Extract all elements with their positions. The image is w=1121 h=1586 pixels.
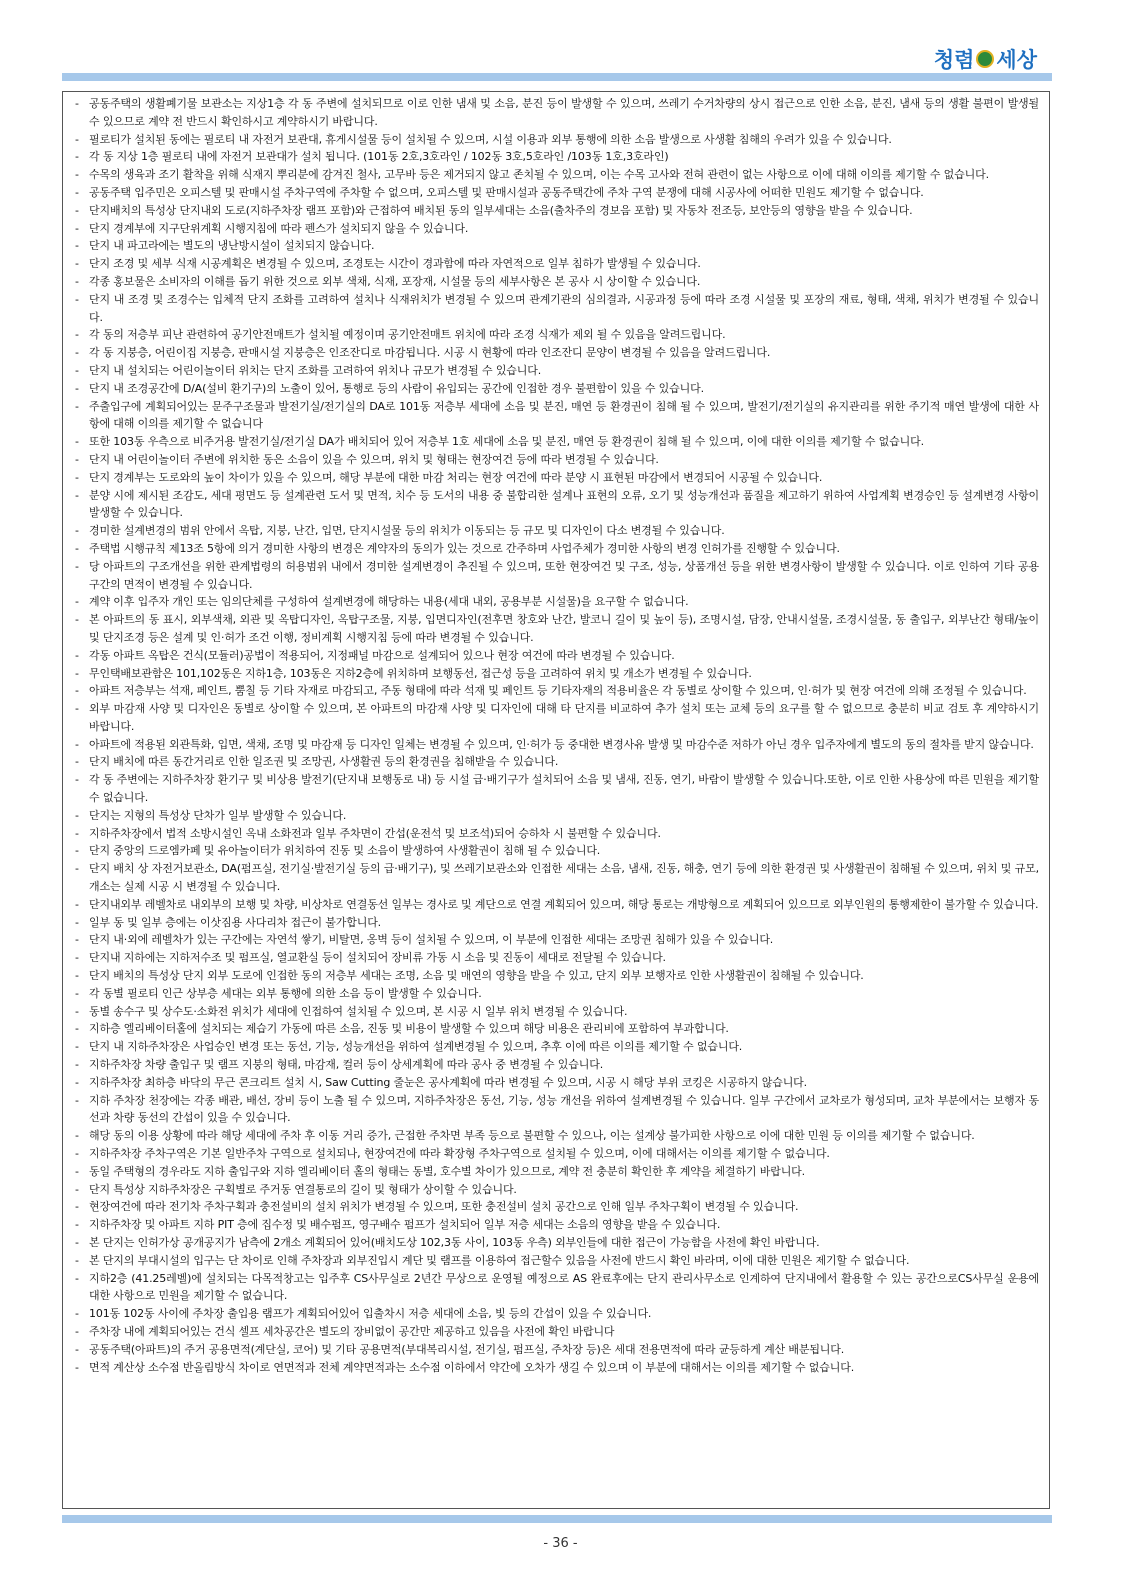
- notice-item: [75, 184, 1039, 202]
- bullet-dash: -: [75, 1004, 79, 1018]
- bullet-dash: -: [75, 1164, 79, 1178]
- notice-item-text: 단지 경계부는 도로와의 높이 차이가 있을 수 있으며, 해당 부분에 대한 마감 처리는 현장 여건에 따라 분양 시 표현된 마감에서 변경되어 시공될 수 있습니다.: [89, 470, 823, 484]
- notice-item-text: 아파트에 적용된 외관특화, 입면, 색채, 조명 및 마감재 등 디자인 일체는 변경될 수 있으며, 인·허가 등 중대한 변경사유 발생 및 마감수준 저하가 아닌 경우 입주자에게 별도의 동의 절차를 받지 않습니다.: [89, 737, 1034, 751]
- notice-item-text: 단지 내 조경공간에 D/A(설비 환기구)의 노출이 있어, 통행로 등의 사람이 유입되는 공간에 인접한 경우 불편함이 있을 수 있습니다.: [89, 381, 704, 395]
- bullet-dash: -: [75, 684, 79, 698]
- bullet-dash: -: [75, 1324, 79, 1338]
- bullet-dash: -: [75, 346, 79, 360]
- notice-item-text: 당 아파트의 구조개선을 위한 관계법령의 허용범위 내에서 경미한 설계변경이 추진될 수 있으며, 또한 현장여건 및 구조, 성능, 상품개선 등을 위한 변경사항이 발생할 수 있습니다. 이로 인하여 기타 공용구간의 면적이 변경될 수 있습니다.: [89, 559, 1039, 591]
- bullet-dash: -: [75, 648, 79, 662]
- notice-item-text: 주차장 내에 계획되어있는 건식 셀프 세차공간은 별도의 장비없이 공간만 제공하고 있음을 사전에 확인 바랍니다: [89, 1324, 615, 1338]
- bullet-dash: -: [75, 897, 79, 911]
- notice-item: [75, 1234, 1039, 1252]
- bullet-dash: -: [75, 452, 79, 466]
- notice-item-text: 단지 조경 및 세부 식재 시공계획은 변경될 수 있으며, 조경토는 시간이 경과함에 따라 자연적으로 일부 침하가 발생될 수 있습니다.: [89, 257, 701, 271]
- notice-item-text: 각 동 주변에는 지하주차장 환기구 및 비상용 발전기(단지내 보행동로 내) 등 시설 급·배기구가 설치되어 소음 및 냄새, 진동, 연기, 바람이 발생할 수 있습니다.또한, 이로 인한 사용상에 따른 민원을 제기할 수 없습니다.: [89, 773, 1039, 805]
- bullet-dash: -: [75, 1218, 79, 1232]
- notice-item: [75, 931, 1039, 949]
- notice-item: [75, 1198, 1039, 1216]
- notice-item: [75, 807, 1039, 825]
- notice-item: [75, 1056, 1039, 1074]
- notice-item: [75, 985, 1039, 1003]
- bullet-dash: -: [75, 1058, 79, 1072]
- bullet-dash: -: [75, 933, 79, 947]
- notice-item: [75, 291, 1039, 327]
- bullet-dash: -: [75, 239, 79, 253]
- bullet-dash: -: [75, 257, 79, 271]
- notice-item: [75, 451, 1039, 469]
- notice-item: [75, 148, 1039, 166]
- notice-item-text: 동일 주택형의 경우라도 지하 출입구와 지하 엘리베이터 홀의 형태는 동별, 호수별 차이가 있으므로, 계약 전 충분히 확인한 후 계약을 체결하기 바랍니다.: [89, 1164, 806, 1178]
- notice-item-text: 단지는 지형의 특성상 단차가 일부 발생할 수 있습니다.: [89, 808, 347, 822]
- notice-item: [75, 1092, 1039, 1128]
- notice-item: [75, 380, 1039, 398]
- notice-item-text: 단지내외부 레벨차로 내외부의 보행 및 차량, 비상차로 연결동선 일부는 경사로 및 계단으로 연결 계획되어 있으며, 해당 통로는 개방형으로 계획되어 있으므로 외부인원의 통행제한이 불가할 수 있습니다.: [89, 897, 1039, 911]
- bullet-dash: -: [75, 1075, 79, 1089]
- bullet-dash: -: [75, 986, 79, 1000]
- bullet-dash: -: [75, 862, 79, 876]
- notice-item-text: 단지배치의 특성상 단지내외 도로(지하주차장 램프 포함)와 근접하여 배치된 동의 일부세대는 소음(출차주의 경보음 포함) 및 자동차 전조등, 보안등의 영향을 받을 수 있습니다.: [89, 203, 913, 217]
- bullet-dash: -: [75, 97, 79, 110]
- header-logo: [934, 44, 1037, 74]
- notice-item-text: 지하주차장 및 아파트 지하 PIT 층에 집수정 및 배수펌프, 영구배수 펌프가 설치되어 일부 저층 세대는 소음의 영향을 받을 수 있습니다.: [89, 1218, 721, 1232]
- notice-item-text: 각 동별 필로티 인근 상부층 세대는 외부 통행에 의한 소음 등이 발생할 수 있습니다.: [89, 986, 482, 1000]
- bullet-dash: -: [75, 1271, 79, 1285]
- notice-item-text: 단지 내 파고라에는 별도의 냉난방시설이 설치되지 않습니다.: [89, 239, 375, 253]
- notice-item: [75, 753, 1039, 771]
- notice-item: [75, 522, 1039, 540]
- notice-item: [75, 771, 1039, 807]
- bullet-dash: -: [75, 915, 79, 929]
- notice-item: [75, 1020, 1039, 1038]
- bullet-dash: -: [75, 363, 79, 377]
- bullet-dash: -: [75, 1342, 79, 1356]
- bullet-dash: -: [75, 150, 79, 164]
- notice-item: [75, 700, 1039, 736]
- bullet-dash: -: [75, 381, 79, 395]
- notice-item-text: 각 동 지상 1층 필로티 내에 자전거 보관대가 설치 됩니다. (101동 2호,3호라인 / 102동 3호,5호라인 /103동 1호,3호라인): [89, 150, 669, 164]
- notice-item: [75, 593, 1039, 611]
- bullet-dash: -: [75, 328, 79, 342]
- notice-item-text: 지하층 엘리베이터홀에 설치되는 제습기 가동에 따른 소음, 진동 및 비용이 발생할 수 있으며 해당 비용은 관리비에 포함하여 부과합니다.: [89, 1022, 729, 1036]
- bullet-dash: -: [75, 1022, 79, 1036]
- notice-item: [75, 1270, 1039, 1306]
- bullet-dash: -: [75, 185, 79, 199]
- notice-item-text: 단지 내·외에 레벨차가 있는 구간에는 자연석 쌓기, 비탈면, 옹벽 등이 설치될 수 있으며, 이 부분에 인접한 세대는 조망권 침해가 있을 수 있습니다.: [89, 933, 774, 947]
- notice-item: [75, 255, 1039, 273]
- bullet-dash: -: [75, 203, 79, 217]
- notice-item: [75, 1252, 1039, 1270]
- bullet-dash: -: [75, 613, 79, 627]
- notice-item: [75, 344, 1039, 362]
- notice-item: [75, 842, 1039, 860]
- notice-item: [75, 1127, 1039, 1145]
- notice-item-text: 지하 주차장 천장에는 각종 배관, 배선, 장비 등이 노출 될 수 있으며, 지하주차장은 동선, 기능, 성능 개선을 위하여 설계변경될 수 있습니다. 일부 구간에서 교차로가 형성되며, 교차 부분에서는 보행자 동선과 차량 동선의 간섭이 있을 수 있습니다.: [89, 1093, 1039, 1125]
- notice-item-text: 경미한 설계변경의 범위 안에서 옥탑, 지붕, 난간, 입면, 단지시설물 등의 위치가 이동되는 등 규모 및 디자인이 다소 변경될 수 있습니다.: [89, 524, 725, 538]
- header-rule: [62, 73, 1052, 81]
- notice-item-text: 단지 특성상 지하주차장은 구획별로 주거동 연결통로의 길이 및 형태가 상이할 수 있습니다.: [89, 1182, 517, 1196]
- notice-item: [75, 202, 1039, 220]
- notice-item: [75, 1038, 1039, 1056]
- notice-item: [75, 1163, 1039, 1181]
- notice-item: [75, 647, 1039, 665]
- notice-item-text: 외부 마감재 사양 및 디자인은 동별로 상이할 수 있으며, 본 아파트의 마감재 사양 및 디자인에 대해 타 단지를 비교하여 추가 설치 또는 교체 등의 요구를 할 수 없으므로 충분히 비교 검토 후 계약하시기 바랍니다.: [89, 702, 1039, 733]
- notice-item: [75, 1181, 1039, 1199]
- notice-item-text: 각 동 지붕층, 어린이집 지붕층, 판매시설 지붕층은 인조잔디로 마감됩니다. 시공 시 현황에 따라 인조잔디 문양이 변경될 수 있음을 알려드립니다.: [89, 346, 771, 360]
- notice-item: [75, 1323, 1039, 1341]
- notice-item: [75, 825, 1039, 843]
- notice-item-text: 단지 배치 상 자전거보관소, DA(펌프실, 전기실·발전기실 등의 급·배기구), 및 쓰레기보관소와 인접한 세대는 소음, 냄새, 진동, 해충, 연기 등에 의한 환경권 및 사생활권이 침해될 수 있으며, 위치 및 규모, 개소는 실제 시공 시 변경될 수 있습니다.: [89, 862, 1039, 894]
- notice-item: [75, 1074, 1039, 1092]
- notice-item: [75, 1216, 1039, 1234]
- notice-item-text: 주택법 시행규칙 제13조 5항에 의거 경미한 사항의 변경은 계약자의 동의가 있는 것으로 간주하며 사업주체가 경미한 사항의 변경 인허가를 진행할 수 있습니다.: [89, 541, 840, 555]
- notice-item: [75, 682, 1039, 700]
- notice-item: [75, 611, 1039, 647]
- notice-item: [75, 273, 1039, 291]
- logo-text-right: 세상: [996, 48, 1037, 72]
- bullet-dash: -: [75, 1253, 79, 1267]
- bullet-dash: -: [75, 1147, 79, 1161]
- notice-item-text: 공동주택(아파트)의 주거 공용면적(계단실, 코어) 및 기타 공용면적(부대복리시설, 전기실, 펌프실, 주차장 등)은 세대 전용면적에 따라 균등하게 계산 배분됩니다.: [89, 1342, 845, 1356]
- notice-item: [75, 433, 1039, 451]
- logo-text-left: 청렴: [933, 48, 975, 72]
- bullet-dash: -: [75, 292, 79, 306]
- bullet-dash: -: [75, 1093, 79, 1107]
- bullet-dash: -: [75, 595, 79, 609]
- notice-item: [75, 398, 1039, 434]
- bullet-dash: -: [75, 132, 79, 146]
- notice-item-text: 면적 계산상 소수점 반올림방식 차이로 연면적과 전체 계약면적과는 소수점 이하에서 약간에 오차가 생길 수 있으며 이 부분에 대해서는 이의를 제기할 수 없습니다.: [89, 1360, 855, 1374]
- notice-item: [75, 736, 1039, 754]
- bullet-dash: -: [75, 773, 79, 787]
- notice-item-text: 단지 내 설치되는 어린이놀이터 위치는 단지 조화를 고려하여 위치나 규모가 변경될 수 있습니다.: [89, 363, 542, 377]
- bullet-dash: -: [75, 1182, 79, 1196]
- notice-item-text: 단지 중앙의 드로엠카페 및 유아놀이터가 위치하여 진동 및 소음이 발생하여 사생활권이 침해 될 수 있습니다.: [89, 844, 601, 858]
- bullet-dash: -: [75, 221, 79, 235]
- notice-item: [75, 1305, 1039, 1323]
- notice-item: [75, 949, 1039, 967]
- notice-item-text: 단지 배치의 특성상 단지 외부 도로에 인접한 동의 저층부 세대는 조명, 소음 및 매연의 영향을 받을 수 있고, 단지 외부 보행자로 인한 사생활권이 침해될 수 있습니다.: [89, 969, 864, 983]
- notice-item-text: 주출입구에 계획되어있는 문주구조물과 발전기실/전기실의 DA로 101동 저층부 세대에 소음 및 분진, 매연 등 환경권이 침해 될 수 있으며, 발전기/전기실의 유지관리를 위한 주기적 매연 발생에 대한 사항에 대해 이의를 제기할 수 없습니다: [89, 399, 1039, 431]
- bullet-dash: -: [75, 435, 79, 449]
- bullet-dash: -: [75, 168, 79, 182]
- bullet-dash: -: [75, 399, 79, 413]
- notice-item: [75, 1003, 1039, 1021]
- bullet-dash: -: [75, 1129, 79, 1143]
- bullet-dash: -: [75, 826, 79, 840]
- notice-item: [75, 95, 1039, 131]
- notice-item-text: 계약 이후 입주자 개인 또는 임의단체를 구성하여 설계변경에 해당하는 내용(세대 내외, 공용부분 시설물)을 요구할 수 없습니다.: [89, 595, 689, 609]
- notice-item-text: 지하주차장 주차구역은 기본 일반주차 구역으로 설치되나, 현장여건에 따라 확장형 주차구역으로 설치될 수 있으며, 이에 대해서는 이의를 제기할 수 없습니다.: [89, 1147, 830, 1161]
- bullet-dash: -: [75, 470, 79, 484]
- notice-item-text: 현장여건에 따라 전기차 주차구획과 충전설비의 설치 위치가 변경될 수 있으며, 또한 충전설비 설치 공간으로 인해 일부 주차구획이 변경될 수 있습니다.: [89, 1200, 799, 1214]
- notice-item-text: 본 아파트의 동 표시, 외부색채, 외관 및 옥탑디자인, 옥탑구조물, 지붕, 입면디자인(전후면 창호와 난간, 발코니 길이 및 높이 등), 조명시설, 담장, 안내시설물, 조경시설물, 동 출입구, 외부난간 형태/높이 및 단지조경 등은 설계 및 인·허가 조건 이행, 정비계획 시행지침 등에 따라 변경될 수 있습니다.: [89, 613, 1039, 644]
- notice-item: [75, 469, 1039, 487]
- seal-icon: [976, 50, 994, 68]
- bullet-dash: -: [75, 559, 79, 573]
- notice-item-text: 각 동의 저층부 피난 관련하여 공기안전매트가 설치될 예정이며 공기안전매트 위치에 따라 조경 식재가 제외 될 수 있음을 알려드립니다.: [89, 328, 726, 342]
- notice-item-text: 해당 동의 이용 상황에 따라 해당 세대에 주차 후 이동 거리 증가, 근접한 주차면 부족 등으로 불편할 수 있으나, 이는 설계상 불가피한 사항으로 이에 대한 민원 등 이의를 제기할 수 없습니다.: [89, 1129, 975, 1143]
- notice-item-text: 단지내 지하에는 지하저수조 및 펌프실, 열교환실 등이 설치되어 장비류 가동 시 소음 및 진동이 세대로 전달될 수 있습니다.: [89, 951, 666, 965]
- bullet-dash: -: [75, 666, 79, 680]
- notice-item: [75, 326, 1039, 344]
- bullet-dash: -: [75, 1040, 79, 1054]
- notice-item-text: 동별 송수구 및 상수도·소화전 위치가 세대에 인접하여 설치될 수 있으며, 본 시공 시 일부 위치 변경될 수 있습니다.: [89, 1004, 628, 1018]
- notice-box: [62, 91, 1050, 1509]
- notice-item-text: 지하주차장 최하층 바닥의 무근 콘크리트 설치 시, Saw Cutting 줄눈은 공사계획에 따라 변경될 수 있으며, 시공 시 해당 부위 코킹은 시공하지 않습니다.: [89, 1075, 808, 1089]
- notice-item-text: 무인택배보관함은 101,102동은 지하1층, 103동은 지하2층에 위치하며 보행동선, 접근성 등을 고려하여 위치 및 개소가 변경될 수 있습니다.: [89, 666, 752, 680]
- notice-item: [75, 131, 1039, 149]
- notice-item-text: 단지 내 지하주차장은 사업승인 변경 또는 동선, 기능, 성능개선을 위하여 설계변경될 수 있으며, 추후 이에 따른 이의를 제기할 수 없습니다.: [89, 1040, 743, 1054]
- notice-item-text: 공동주택의 생활폐기물 보관소는 지상1층 각 동 주변에 설치되므로 이로 인한 냄새 및 소음, 분진 등이 발생할 수 있으며, 쓰레기 수거차량의 상시 접근으로 인한 소음, 분진, 냄새 등의 생활 불편이 발생될 수 있으므로 계약 전 반드시 확인하시고 계약하시기 바랍니다.: [89, 97, 1039, 128]
- notice-item-text: 지하주차장에서 법적 소방시설인 옥내 소화전과 일부 주차면이 간섭(운전석 및 보조석)되어 승하차 시 불편할 수 있습니다.: [89, 826, 661, 840]
- notice-item: [75, 860, 1039, 896]
- bullet-dash: -: [75, 274, 79, 288]
- notice-item-text: 각종 홍보물은 소비자의 이해를 돕기 위한 것으로 외부 색채, 식재, 포장재, 시설물 등의 세부사항은 본 공사 시 상이할 수 있습니다.: [89, 274, 701, 288]
- notice-item: [75, 665, 1039, 683]
- notice-item-text: 단지 내 어린이놀이터 주변에 위치한 동은 소음이 있을 수 있으며, 위치 및 형태는 현장여건 등에 따라 변경될 수 있습니다.: [89, 452, 659, 466]
- notice-item-text: 단지 경계부에 지구단위계획 시행지침에 따라 펜스가 설치되지 않을 수 있습니다.: [89, 221, 469, 235]
- bullet-dash: -: [75, 969, 79, 983]
- notice-item: [75, 1341, 1039, 1359]
- notice-item: [75, 220, 1039, 238]
- page-number: - 36 -: [543, 1536, 578, 1551]
- notice-item-text: 공동주택 입주민은 오피스텔 및 판매시설 주차구역에 주차할 수 없으며, 오피스텔 및 판매시설과 공동주택간에 주차 구역 분쟁에 대해 시공사에 어떠한 민원도 제기할 수 없습니다.: [89, 185, 924, 199]
- notice-item-text: 단지 내 조경 및 조경수는 입체적 단지 조화를 고려하여 설치나 식재위치가 변경될 수 있으며 관계기관의 심의결과, 시공과정 등에 따라 조경 시설물 및 포장의 재료, 형태, 색채, 위치가 변경될 수 있습니다.: [89, 292, 1039, 324]
- footer-rule: [62, 1515, 1052, 1523]
- bullet-dash: -: [75, 1307, 79, 1321]
- bullet-dash: -: [75, 1360, 79, 1374]
- notice-item-text: 지하주차장 차량 출입구 및 램프 지붕의 형태, 마감재, 컬러 등이 상세계획에 따라 공사 중 변경될 수 있습니다.: [89, 1058, 604, 1072]
- notice-item: [75, 558, 1039, 594]
- notice-item: [75, 237, 1039, 255]
- notice-item-text: 본 단지는 인허가상 공개공지가 남측에 2개소 계획되어 있어(배치도상 102,3동 사이, 103동 우측) 외부인들에 대한 접근이 가능함을 사전에 확인 바랍니다.: [89, 1236, 820, 1249]
- bullet-dash: -: [75, 524, 79, 538]
- notice-item-text: 수목의 생육과 조기 활착을 위해 식재지 뿌리분에 감겨진 철사, 고무바 등은 제거되지 않고 존치될 수 있으며, 이는 수목 고사와 전혀 관련이 없는 사항으로 이에 대해 이의를 제기할 수 없습니다.: [89, 168, 989, 182]
- bullet-dash: -: [75, 951, 79, 965]
- bullet-dash: -: [75, 755, 79, 769]
- notice-item-text: 각동 아파트 옥탑은 건식(모듈러)공법이 적용되어, 지정패널 마감으로 설계되어 있으나 현장 여건에 따라 변경될 수 있습니다.: [89, 648, 675, 662]
- notice-item: [75, 487, 1039, 523]
- notice-item: [75, 166, 1039, 184]
- notice-item-text: 단지 배치에 따른 동간거리로 인한 일조권 및 조망권, 사생활권 등의 환경권을 침해받을 수 있습니다.: [89, 755, 559, 769]
- notice-item: [75, 540, 1039, 558]
- notice-item-text: 아파트 저층부는 석재, 페인트, 뿜칠 등 기타 자재로 마감되고, 주동 형태에 따라 석재 및 페인트 등 기타자재의 적용비율은 각 동별로 상이할 수 있으며, 인·허가 및 현장 여건에 의해 조정될 수 있습니다.: [89, 684, 1027, 698]
- bullet-dash: -: [75, 737, 79, 751]
- notice-item-text: 지하2층 (41.25레벨)에 설치되는 다목적창고는 입주후 CS사무실로 2년간 무상으로 운영될 예정으로 AS 완료후에는 단지 관리사무소로 인계하여 단지내에서 활용할 수 있는 공간으로CS사무실 운용에 대한 사항으로 민원을 제기할 수 없습니다.: [89, 1271, 1039, 1303]
- bullet-dash: -: [75, 1236, 79, 1249]
- notice-item: [75, 967, 1039, 985]
- notice-item-text: 분양 시에 제시된 조감도, 세대 평면도 등 설계관련 도서 및 면적, 치수 등 도서의 내용 중 불합리한 설계나 표현의 오류, 오기 및 성능개선과 품질을 제고하기 위하여 사업계획 변경승인 등 설계변경 사항이 발생할 수 있습니다.: [89, 488, 1039, 520]
- notice-item-text: 본 단지의 부대시설의 입구는 단 차이로 인해 주차장과 외부진입시 계단 및 램프를 이용하여 접근할수 있음을 사전에 반드시 확인 바라며, 이에 대한 민원은 제기할 수 없습니다.: [89, 1253, 910, 1267]
- notice-item-text: 일부 동 및 일부 층에는 이삿짐용 사다리차 접근이 불가합니다.: [89, 915, 382, 929]
- notice-item: [75, 896, 1039, 914]
- bullet-dash: -: [75, 844, 79, 858]
- notice-item-text: 또한 103동 우측으로 비주거용 발전기실/전기실 DA가 배치되어 있어 저층부 1호 세대에 소음 및 분진, 매연 등 환경권이 침해 될 수 있으며, 이에 대한 이의를 제기할 수 없습니다.: [89, 435, 924, 449]
- bullet-dash: -: [75, 808, 79, 822]
- bullet-dash: -: [75, 541, 79, 555]
- notice-item-text: 필로티가 설치된 동에는 필로티 내 자전거 보관대, 휴게시설물 등이 설치될 수 있으며, 시설 이용과 외부 통행에 의한 소음 발생으로 사생활 침해의 우려가 있을 수 있습니다.: [89, 132, 892, 146]
- bullet-dash: -: [75, 702, 79, 716]
- notice-item: [75, 362, 1039, 380]
- bullet-dash: -: [75, 488, 79, 502]
- notice-item: [75, 1145, 1039, 1163]
- notice-item-text: 101동 102동 사이에 주차장 출입용 램프가 계획되어있어 입출차시 저층 세대에 소음, 빛 등의 간섭이 있을 수 있습니다.: [89, 1307, 652, 1321]
- bullet-dash: -: [75, 1200, 79, 1214]
- notice-item: [75, 1359, 1039, 1377]
- notice-item: [75, 914, 1039, 932]
